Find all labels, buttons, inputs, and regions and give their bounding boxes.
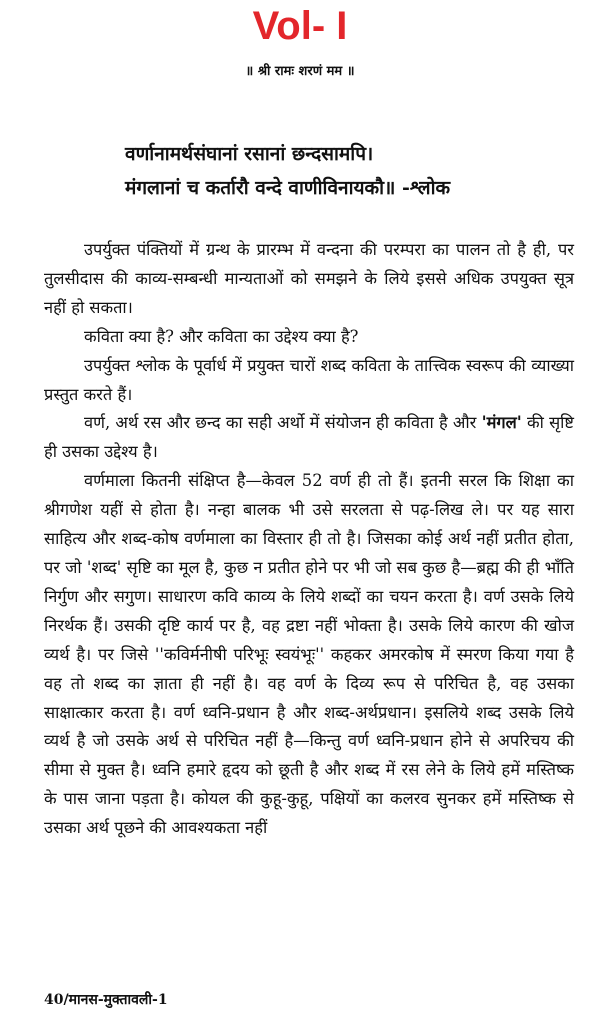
paragraph-4-text-a: वर्ण, अर्थ रस और छन्द का सही अर्थो में संयोजन ही कविता है और bbox=[84, 413, 477, 433]
mangal-emphasis: 'मंगल' bbox=[481, 413, 522, 433]
page-footer: 40/मानस-मुक्तावली-1 bbox=[44, 992, 168, 1008]
body-text bbox=[44, 236, 574, 843]
paragraph-1: उपर्युक्त पंक्तियों में ग्रन्थ के प्रारम्भ में वन्दना की परम्परा का पालन तो है ही, पर तुलसीदास की काव्य-सम्बन्धी मान्यताओं को समझने के लिये इससे अधिक उपयुक्त सूत्र नहीं हो सकता। bbox=[44, 240, 574, 317]
paragraph-5: वर्णमाला कितनी संक्षिप्त है—केवल 52 वर्ण ही तो हैं। इतनी सरल कि शिक्षा का श्रीगणेश यहीं से होता है। नन्हा बालक भी उसे सरलता से पढ़-लिख ले। पर यह सारा साहित्य और शब्द-कोष वर्णमाला का विस्तार ही तो है। जिसका कोई अर्थ नहीं प्रतीत होता, पर जो 'शब्द' सृष्टि का मूल है, कुछ न प्रतीत होने पर भी जो सब कुछ है—ब्रह्म की ही भाँति निर्गुण और सगुण। साधारण कवि काव्य के लिये शब्दों का चयन करता है। वर्ण उसके लिये निरर्थक हैं। उसकी दृष्टि कार्य पर है, वह द्रष्टा नहीं भोक्ता है। उसके लिये कारण की खोज व्यर्थ है। पर जिसे ''कविर्मनीषी परिभूः स्वयंभूः'' कहकर अमरकोष में स्मरण किया गया है वह तो शब्द का ज्ञाता ही नहीं है। वह वर्ण के दिव्य रूप से परिचित है, वह उसका साक्षात्कार करता है। वर्ण ध्वनि-प्रधान है और शब्द-अर्थप्रधान। इसलिये शब्द उसके लिये व्यर्थ है जो उसके अर्थ से परिचित नहीं है—किन्तु वर्ण ध्वनि-प्रधान होने से अपरिचय की सीमा से मुक्त है। ध्वनि हमारे हृदय को छूती है और शब्द में रस लेने के लिये हमें मस्तिष्क के पास जाना पड़ता है। कोयल की कुहू-कुहू, पक्षियों का कलरव सुनकर हमें मस्तिष्क से उसका अर्थ पूछने की आवश्यकता नहीं bbox=[44, 471, 574, 838]
paragraph-4 bbox=[44, 409, 574, 467]
invocation-line: ॥ श्री रामः शरणं मम ॥ bbox=[245, 64, 355, 79]
volume-title: Vol- I bbox=[252, 4, 348, 48]
paragraph-3: उपर्युक्त श्लोक के पूर्वार्ध में प्रयुक्त चारों शब्द कविता के तात्त्विक स्वरूप की व्याख्या प्रस्तुत करते हैं। bbox=[44, 355, 574, 404]
paragraph-2: कविता क्या है? और कविता का उद्देश्य क्या है? bbox=[84, 326, 359, 346]
verse-line-1: वर्णानामर्थसंघानां रसानां छन्दसामपि। bbox=[125, 143, 374, 165]
paragraph-4-text-c: की सृष्टि ही उसका उद्देश्य है। bbox=[44, 413, 574, 462]
verse-line-2: मंगलानां च कर्तारौ वन्दे वाणीविनायकौ॥ -श्लोक bbox=[125, 177, 451, 199]
